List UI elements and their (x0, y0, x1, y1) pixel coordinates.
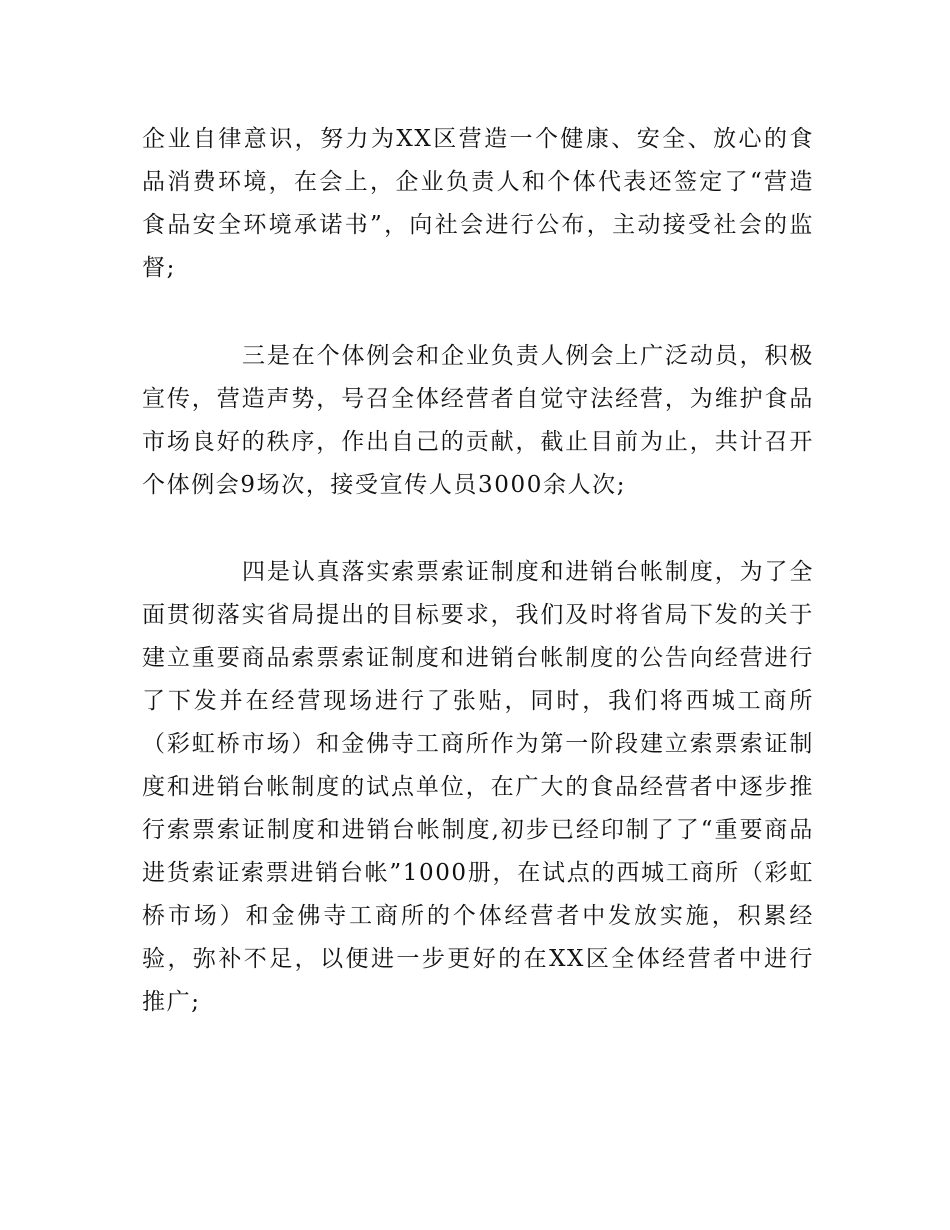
paragraph-continuation: 企业自律意识，努力为XX区营造一个健康、安全、放心的食品消费环境，在会上，企业负责人和个体代表还签定了“营造食品安全环境承诺书”，向社会进行公布，主动接受社会的监督; (142, 126, 814, 281)
paragraph-point-three: 三是在个体例会和企业负责人例会上广泛动员，积极宣传，营造声势，号召全体经营者自觉守法经营，为维护食品市场良好的秩序，作出自己的贡献，截止目前为止，共计召开个体例会9场次，接受宣传人员3000余人次; (142, 343, 814, 498)
paragraph-point-four: 四是认真落实索票索证制度和进销台帐制度，为了全面贯彻落实省局提出的目标要求，我们及时将省局下发的关于建立重要商品索票索证制度和进销台帐制度的公告向经营进行了下发并在经营现场进行了张贴，同时，我们将西城工商所（彩虹桥市场）和金佛寺工商所作为第一阶段建立索票索证制度和进销台帐制度的试点单位，在广大的食品经营者中逐步推行索票索证制度和进销台帐制度,初步已经印制了了“重要商品进货索证索票进销台帐”1000册，在试点的西城工商所（彩虹桥市场）和金佛寺工商所的个体经营者中发放实施，积累经验，弥补不足，以便进一步更好的在XX区全体经营者中进行推广; (142, 559, 814, 1015)
